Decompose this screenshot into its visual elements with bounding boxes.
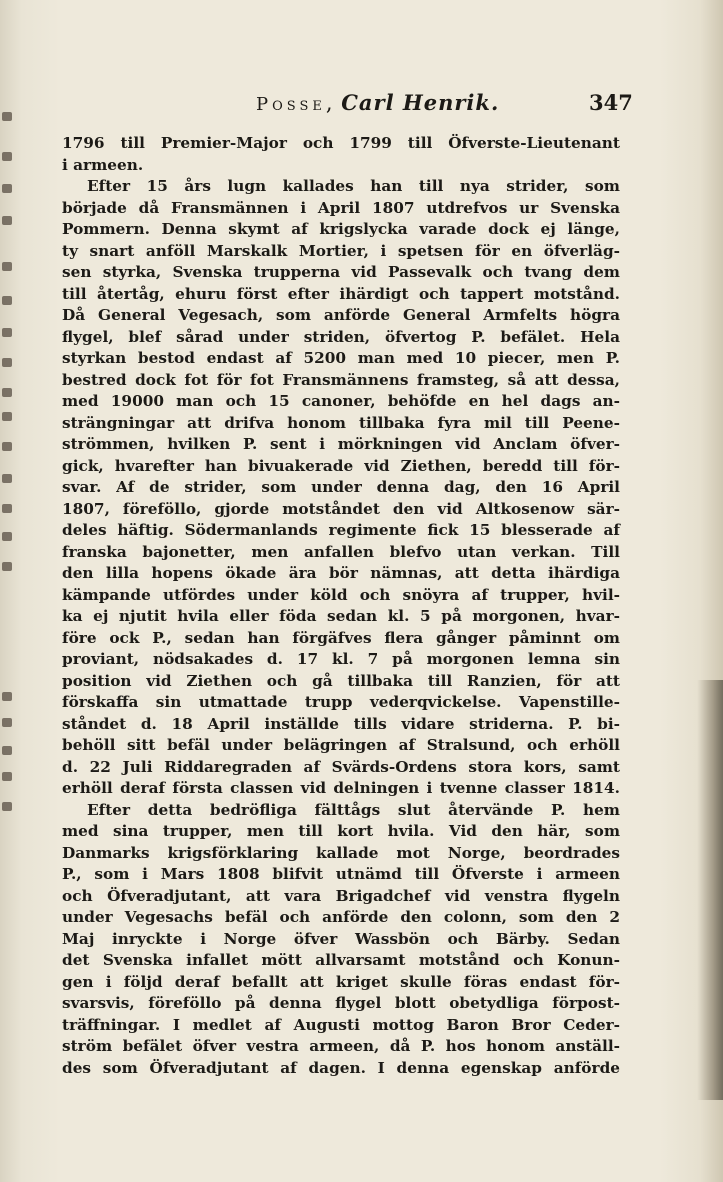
text-line: ström befälet öfver vestra armeen, då P. hos honom anställ-	[62, 1037, 620, 1055]
text-line: ka ej njutit hvila eller föda sedan kl. 5 på morgonen, hvar-	[62, 607, 620, 625]
text-line: under Vegesachs befäl och anförde den colonn, som den 2	[62, 908, 620, 926]
header-given-name: Carl Henrik.	[341, 90, 500, 115]
text-line: Pommern. Denna skymt af krigslycka varade dock ej länge,	[62, 220, 620, 238]
header-title	[256, 90, 499, 115]
text-line: ståndet d. 18 April inställde tills vidare striderna. P. bi-	[62, 714, 620, 733]
text-line: proviant, nödsakades d. 17 kl. 7 på morgonen lemna sin	[62, 650, 620, 668]
text-line: sen styrka, Svenska trupperna vid Passevalk och tvang dem	[62, 263, 620, 281]
text-line: före ock P., sedan han förgäfves flera gånger påminnt om	[62, 628, 620, 647]
text-line: d. 22 Juli Riddaregraden af Svärds-Ordens stora kors, samt	[62, 757, 620, 776]
text-line: kämpande utfördes under köld och snöyra af trupper, hvil-	[62, 585, 620, 604]
header-surname: Posse	[256, 94, 326, 115]
text-line: med sina trupper, men till kort hvila. Vid den här, som	[62, 822, 620, 840]
running-header	[0, 90, 723, 118]
text-line: Maj inryckte i Norge öfver Wassbön och Bärby. Sedan	[62, 929, 620, 948]
text-line: P., som i Mars 1808 blifvit utnämd till Öfverste i armeen	[62, 865, 620, 883]
text-line: i armeen.	[62, 155, 144, 174]
text-line: gen i följd deraf befallt att kriget skulle föras endast för-	[62, 972, 620, 991]
text-line: svar. Af de strider, som under denna dag, den 16 April	[62, 478, 620, 496]
text-line: Danmarks krigsförklaring kallade mot Norge, beordrades	[62, 843, 620, 862]
text-line: gick, hvarefter han bivuakerade vid Ziethen, beredd till för-	[62, 456, 620, 475]
text-line: förskaffa sin utmattade trupp vederqvickelse. Vapenstille-	[62, 693, 620, 711]
text-line: 1796 till Premier-Major och 1799 till Öfverste-Lieutenant	[62, 134, 620, 152]
text-line: och Öfveradjutant, att vara Brigadchef vid venstra flygeln	[62, 886, 620, 905]
header-separator: ,	[325, 91, 334, 115]
margin-bleed-marks	[2, 112, 18, 812]
text-line: strömmen, hvilken P. sent i mörkningen vid Anclam öfver-	[62, 435, 620, 453]
text-line: franska bajonetter, men anfallen blefvo utan verkan. Till	[62, 542, 620, 561]
text-line: Då General Vegesach, som anförde General Armfelts högra	[62, 306, 620, 324]
text-line: deles häftig. Södermanlands regimente fick 15 blesserade af	[62, 521, 620, 539]
text-line: 1807, föreföllo, gjorde motståndet den vid Altkosenow sär-	[62, 499, 620, 518]
text-line: strängningar att drifva honom tillbaka fyra mil till Peene-	[62, 413, 620, 432]
text-line: styrkan bestod endast af 5200 man med 10 piecer, men P.	[62, 349, 620, 367]
text-line: till återtåg, ehuru först efter ihärdigt och tappert motstånd.	[62, 284, 620, 303]
text-line: Efter 15 års lugn kallades han till nya strider, som	[87, 177, 620, 195]
text-line: svarsvis, föreföllo på denna flygel blott obetydliga förpost-	[62, 994, 620, 1012]
text-line: med 19000 man och 15 canoner, behöfde en hel dags an-	[62, 392, 620, 410]
text-line: des som Öfveradjutant af dagen. I denna egenskap anförde	[62, 1058, 620, 1077]
text-line: flygel, blef sårad under striden, öfvertog P. befälet. Hela	[62, 327, 620, 346]
text-line: ty snart anföll Marskalk Mortier, i spetsen för en öfverläg-	[62, 241, 620, 260]
text-line: erhöll deraf första classen vid delningen i tvenne classer 1814.	[62, 779, 620, 797]
text-line: det Svenska infallet mött allvarsamt motstånd och Konun-	[62, 951, 620, 969]
page-number: 347	[589, 90, 633, 115]
text-line: träffningar. I medlet af Augusti mottog Baron Bror Ceder-	[62, 1015, 620, 1034]
page-edge-shadow	[697, 680, 723, 1100]
text-line: bestred dock fot för fot Fransmännens framsteg, så att dessa,	[62, 370, 620, 389]
text-line: position vid Ziethen och gå tillbaka till Ranzien, för att	[62, 671, 620, 690]
text-line: började då Fransmännen i April 1807 utdrefvos ur Svenska	[62, 198, 620, 217]
text-line: behöll sitt befäl under belägringen af Stralsund, och erhöll	[62, 736, 620, 754]
body-text	[62, 133, 620, 1079]
text-line: Efter detta bedröfliga fälttågs slut återvände P. hem	[87, 800, 620, 819]
text-line: den lilla hopens ökade ära bör nämnas, att detta ihärdiga	[62, 564, 620, 582]
